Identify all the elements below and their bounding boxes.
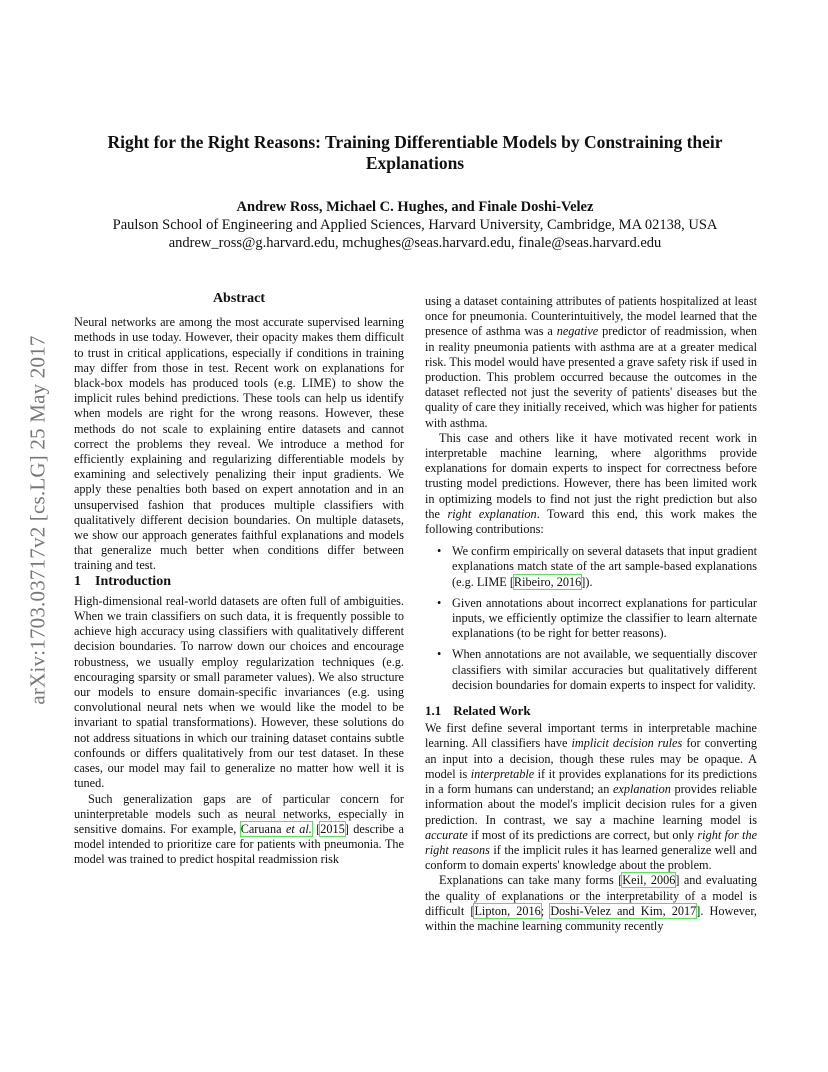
abstract-heading: Abstract <box>212 291 266 306</box>
affiliation: Paulson School of Engineering and Applied Sciences, Harvard University, Cambridge, MA 02138, USA <box>112 217 718 233</box>
intro-paragraph-3: using a dataset containing attributes of patients hospitalized at least once for pneumonia. Counterintuitively, the model learned that the presence of asthma was a negative predictor of readmission, when in reality pneumonia patients with asthma are at a greater medical risk. This model would have presented a grave safety risk if used in production. This problem occurred because the outcomes in the dataset reflected not just the severity of patients' diseases but the quality of care they initially received, which was higher for patients with asthma. <box>425 294 758 430</box>
citation-ribeiro[interactable]: Ribeiro, 2016 <box>513 574 582 589</box>
intro-paragraph-2: Such generalization gaps are of particular concern for uninterpretable models such as neural networks, especially in sensitive domains. For example, Caruana et al. [2015] describe a model intended to prioritize care for patients with pneumonia. The model was trained to predict hospital readmission risk <box>74 791 404 867</box>
title-line-2: Explanations <box>365 153 465 173</box>
section-heading-related-work <box>425 703 757 718</box>
list-item: • We confirm empirically on several datasets that input gradient explanations match state of the art sample-based explanations (e.g. LIME [Ribeiro, 2016]). <box>437 544 757 589</box>
bullet-icon: • <box>437 595 442 610</box>
title-line-1: Right for the Right Reasons: Training Differentiable Models by Constraining their <box>107 132 723 152</box>
bullet-icon: • <box>437 647 442 662</box>
abstract-text: Neural networks are among the most accurate supervised learning methods in use today. However, their opacity makes them difficult to trust in critical applications, especially if conditions in training may differ from those in test. Recent work on explanations for black-box models has produced tools (e.g. LIME) to show the implicit rules behind predictions. These tools can help us identify when models are right for the wrong reasons. However, these methods do not scale to explaining entire datasets and cannot correct the problems they reveal. We introduce a method for efficiently explaining and regularizing differentiable models by examining and selectively penalizing their input gradients. We apply these penalties both based on expert annotation and in an unsupervised fashion that produces multiple classifiers with qualitatively different decision boundaries. On multiple datasets, we show our approach generates faithful explanations and models that generalize much better when conditions differ between training and test. <box>74 315 404 573</box>
authors: Andrew Ross, Michael C. Hughes, and Finale Doshi-Velez <box>236 199 594 215</box>
bullet-icon: • <box>437 544 442 559</box>
list-item: • When annotations are not available, we sequentially discover classifiers with similar accuracies but qualitatively different decision boundaries for domain experts to inspect for validity. <box>437 647 757 692</box>
intro-paragraph-4: This case and others like it have motivated recent work in interpretable machine learning, where algorithms provide explanations for domain experts to inspect for correctness before trusting model predictions. However, there has been limited work in optimizing models to find not just the right prediction but also the right explanation. Toward this end, this work makes the following contributions: <box>425 430 757 537</box>
contribution-list <box>425 544 757 693</box>
citation-doshi-velez[interactable]: Doshi-Velez and Kim, 2017 <box>550 903 697 918</box>
related-paragraph-2: Explanations can take many forms [Keil, 2006] and evaluating the quality of explanations or the interpretability of a model is difficult [Lipton, 2016; Doshi-Velez and Kim, 2017]. However, within the machine learning community recently <box>425 873 757 933</box>
related-paragraph-1: We first define several important terms in interpretable machine learning. All classifiers have implicit decision rules for converting an input into a decision, though these rules may be opaque. A model is interpretable if it provides explanations for its predictions in a form humans can understand; an explanation provides reliable information about the model's implicit decision rules for a given prediction. In contrast, we say a machine learning model is accurate if most of its predictions are correct, but only right for the right reasons if the implicit rules it has learned generalize well and conform to domain experts' knowledge about the problem. <box>425 721 758 873</box>
section-number: 1 <box>74 573 81 589</box>
citation-lipton[interactable]: Lipton, 2016 <box>474 903 541 918</box>
intro-paragraph-1: High-dimensional real-world datasets are often full of ambiguities. When we train classifiers on such data, it is frequently possible to achieve high accuracy using classifiers with qualitatively different decision boundaries. To narrow down our choices and encourage robustness, we usually employ regularization techniques (e.g. encouraging sparsity or small parameter values). We also structure our models to ensure domain-specific invariances (e.g. using convolutional neural nets when we would like the model to be invariant to spatial transformations). However, these solutions do not address situations in which our training dataset contains subtle confounds or differs qualitatively from our test dataset. In these cases, our model may fail to generalize no matter how well it is tuned. <box>74 593 404 791</box>
right-column <box>425 294 757 934</box>
emails: andrew_ross@g.harvard.edu, mchughes@seas.harvard.edu, finale@seas.harvard.edu <box>168 235 662 251</box>
left-column <box>74 291 404 868</box>
section-number: 1.1 <box>425 703 442 719</box>
citation-caruana[interactable]: Caruana et al. <box>240 821 312 836</box>
citation-keil[interactable]: Keil, 2006 <box>622 873 676 888</box>
citation-caruana-year[interactable]: 2015 <box>320 821 345 836</box>
section-title: Related Work <box>453 703 531 719</box>
list-item: • Given annotations about incorrect explanations for particular inputs, we efficiently optimize the classifier to learn alternate explanations (to be right for better reasons). <box>437 595 757 641</box>
section-heading-introduction <box>74 574 404 589</box>
arxiv-stamp: arXiv:1703.03717v2 [cs.LG] 25 May 2017 <box>25 335 50 705</box>
paper-title <box>60 132 770 174</box>
section-title: Introduction <box>95 573 171 589</box>
